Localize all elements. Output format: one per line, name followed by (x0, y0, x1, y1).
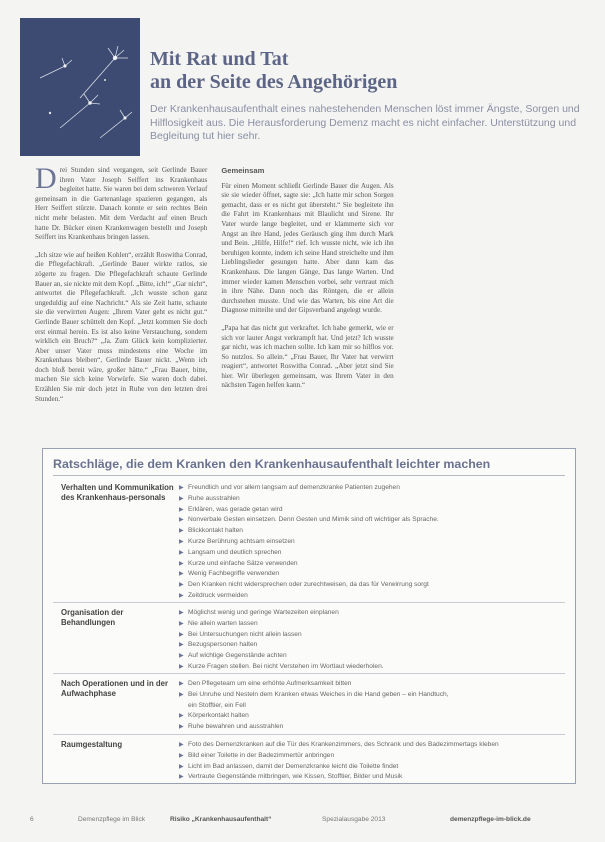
triangle-bullet-icon: ▶ (179, 763, 184, 770)
divider (53, 602, 565, 603)
advice-list (178, 679, 563, 733)
triangle-bullet-icon: ▶ (179, 610, 184, 616)
triangle-bullet-icon: ▶ (179, 663, 184, 670)
section-label: Raumgestaltung (61, 740, 123, 749)
list-item: ▶ Vertraute Gegenstände mitbringen, wie Kissen, Stofftier, Bilder und Musik (178, 772, 563, 783)
body-paragraph: „Papa hat das nicht gut verkraftet. Ich habe gemerkt, wie er sich vor lauter Angst verkrampft hat. Und jetzt? Ich wusste gar nicht, was ich machen sollte. Ich kam mir so hilflos vor. So nutzlos. So allein.“ „Frau Bauer, Ihr Vater hat verwirrt reagiert“, antwortet Roswitha Conrad. „Aber jetzt sind Sie hier. Wir überlegen gemeinsam, was Ihrem Vater in den nächsten Tagen helfen kann.“ (221, 323, 394, 390)
list-item: ▶ Nie allein warten lassen (178, 619, 563, 630)
advice-list (178, 608, 563, 673)
section-label: Verhalten und Kommunikation des Krankenhaus-personals (61, 483, 174, 503)
triangle-bullet-icon: ▶ (179, 681, 184, 687)
list-item: ▶ Kurze Fragen stellen. Bei nicht Verstehen im Wortlaut wiederholen. (178, 662, 563, 673)
triangle-bullet-icon: ▶ (179, 506, 184, 513)
list-item: ▶ Auf wichtige Gegenstände achten (178, 651, 563, 662)
triangle-bullet-icon: ▶ (179, 571, 184, 578)
page-title (150, 48, 580, 94)
triangle-bullet-icon: ▶ (179, 517, 184, 524)
advice-section-aftercare (53, 675, 565, 733)
article-body (35, 166, 580, 421)
list-item: ▶ Bei Untersuchungen nicht allein lassen (178, 630, 563, 641)
subheading: Gemeinsam (221, 166, 265, 175)
triangle-bullet-icon: ▶ (179, 485, 184, 491)
section-label: Organisation der Behandlungen (61, 608, 124, 628)
advice-section-room (53, 736, 565, 782)
list-item: ▶ Bild einer Toilette in der Badezimmertür anbringen (178, 751, 563, 762)
triangle-bullet-icon: ▶ (179, 528, 184, 535)
triangle-bullet-icon: ▶ (179, 724, 184, 731)
list-item: ▶ Wenig Fachbegriffe verwenden (178, 569, 563, 580)
triangle-bullet-icon: ▶ (179, 631, 184, 638)
list-item: ▶ Licht im Bad anlassen, damit der Demenzkranke leicht die Toilette findet (178, 762, 563, 773)
list-item: ▶ Ruhe bewahren und ausstrahlen (178, 722, 563, 733)
divider (53, 734, 565, 735)
list-item: ▶ Ruhe ausstrahlen (178, 494, 563, 505)
list-item: ▶ Kurze Berührung achtsam einsetzen (178, 537, 563, 548)
list-item: ▶ Möglichst wenig und geringe Wartezeiten einplanen (178, 608, 563, 619)
triangle-bullet-icon: ▶ (179, 560, 184, 567)
triangle-bullet-icon: ▶ (179, 774, 184, 781)
triangle-bullet-icon: ▶ (179, 620, 184, 627)
list-item: ▶ Bezugspersonen halten (178, 640, 563, 651)
triangle-bullet-icon: ▶ (179, 592, 184, 599)
section-label: Nach Operationen und in der Aufwachphase (61, 679, 169, 699)
footer-topic: Risiko „Krankenhausaufenthalt“ (170, 816, 272, 823)
list-item: ▶ Nonverbale Gesten einsetzen. Denn Gesten und Mimik sind oft wichtiger als Sprache. (178, 515, 563, 526)
triangle-bullet-icon: ▶ (179, 642, 184, 649)
triangle-bullet-icon: ▶ (179, 549, 184, 556)
advice-section-communication (53, 479, 565, 601)
list-item: ▶ Erklären, was gerade getan wird (178, 505, 563, 516)
list-item: ▶ Bei Unruhe und Nesteln dem Kranken etwas Weiches in die Hand geben – ein Handtuch, (178, 690, 563, 701)
triangle-bullet-icon: ▶ (179, 713, 184, 720)
hero-image-dandelion (20, 18, 140, 156)
divider (53, 475, 565, 476)
page-number: 6 (30, 816, 34, 823)
body-paragraph: Für einen Moment schließt Gerlinde Bauer die Augen. Als sie sie wieder öffnet, sagte sie: „Ich hatte mir schon Sorgen gemacht, dass er es nicht gut übersteht.“ Sie begleitete ihn die Fahrt im Krankenhaus mit Blaulicht und Sirene. Ihr Vater wurde lange begleitet, und er klammerte sich vor Angst an ihre Hand, jedes Geräusch ging ihm durch Mark und Bein. „Hilfe, Hilfe!“ rief. Ich wusste nicht, wie ich ihn beruhigen konnte, indem ich seine Hand streichelte und ihm Lieblingslieder gesungen hatte. Aber dann kam das Krankenhaus. Die langen Gänge, Das lange Warten. Und immer wieder kamen Menschen vorbei, sehr vertraut mich in ihre Nähe. Dann noch das Röntgen, die er allein durchstehen musste. Und wie das Warten, bis eine Art die Diagnose mitteilte und der Gipsverband angelegt wurde. (221, 181, 394, 315)
triangle-bullet-icon: ▶ (179, 653, 184, 660)
advice-list (178, 483, 563, 602)
advice-section-organisation (53, 604, 565, 672)
triangle-bullet-icon: ▶ (179, 582, 184, 589)
triangle-bullet-icon: ▶ (179, 752, 184, 759)
title-line-2: an der Seite des Angehörigen (150, 71, 398, 93)
footer-issue: Spezialausgabe 2013 (322, 816, 386, 823)
divider (53, 673, 565, 674)
triangle-bullet-icon: ▶ (179, 742, 184, 748)
advice-box (42, 448, 576, 784)
body-paragraph: „Ich sitze wie auf heißen Kohlen“, erzählt Roswitha Conrad, die Pflegefachkraft. „Gerlinde Bauer wirkte ratlos, sie zögerte zu fragen. Die Pflegefachkraft schaute Gerlinde Bauer an, sie nickte mit dem Kopf. „Bitte, ich!“ „Gar nicht“, antwortet die Pflegefachkraft. „Ich wusste schon ganz ungeduldig auf eine Nachricht.“ Als sie Zeit hatte, schaute sie die verwirrten Augen: „Ihrem Vater geht es nicht gut.“ Gerlinde Bauer schüttelt den Kopf. „Jetzt kommen Sie doch erst einmal herein. Es ist also keine Verstauchung, sondern wirklich ein Bruch?“ „Ja. Zum Glück kein komplizierter. Aber unser Vater muss mindestens eine Woche im Krankenhaus bleiben“, Gerlinde Bauer nickt. „Wenn ich doch bloß bereit wäre, großer hätte.“ „Frau Bauer, bitte, machen Sie sich keine Vorwürfe. Sie waren doch dabei. Erzählen Sie mir doch jetzt in Ruhe von den letzten drei Stunden.“ (35, 250, 208, 403)
footer-publication: Demenzpflege im Blick (78, 816, 146, 823)
advice-list (178, 740, 563, 783)
list-item: ▶ Foto des Demenzkranken auf die Tür des Krankenzimmers, des Schrank und des Badezimmertags kleben (178, 740, 563, 751)
page-footer (30, 816, 580, 830)
list-item: ▶ Blickkontakt halten (178, 526, 563, 537)
lead-paragraph: Der Krankenhausaufenthalt eines nahestehenden Menschen löst immer Ängste, Sorgen und Hilflosigkeit aus. Die Herausforderung Demenz macht es nicht einfacher. Unterstützung und Begleitung tut hier sehr. (150, 103, 580, 143)
title-line-1: Mit Rat und Tat (150, 48, 289, 70)
list-item: ▶ Langsam und deutlich sprechen (178, 548, 563, 559)
body-paragraph: Drei Stunden sind vergangen, seit Gerlinde Bauer ihren Vater Joseph Seiffert ins Krankenhaus begleitet hatte. Sie waren bei dem schweren Verlauf gemeinsam in die Gartenanlage spazieren gegangen, als Herr Seiffert stürzte. Danach konnte er sein rechtes Bein nicht mehr belasten. Mit dem Verdacht auf einen Bruch hatte Dr. Bücker einen Krankenwagen bestellt und Joseph Seiffert ins Krankenhaus bringen lassen. (35, 166, 208, 242)
footer-website: demenzpflege-im-blick.de (450, 816, 531, 823)
list-item: ein Stofftier, ein Fell (188, 701, 246, 709)
list-item: ▶ Kurze und einfache Sätze verwenden (178, 559, 563, 570)
list-item: ▶ Den Kranken nicht widersprechen oder zurechtweisen, da das für Verwirrung sorgt (178, 580, 563, 591)
triangle-bullet-icon: ▶ (179, 495, 184, 502)
list-item: ▶ Körperkontakt halten (178, 711, 563, 722)
triangle-bullet-icon: ▶ (179, 691, 184, 698)
list-item: ▶ Freundlich und vor allem langsam auf demenzkranke Patienten zugehen (178, 483, 563, 494)
triangle-bullet-icon: ▶ (179, 538, 184, 545)
list-item: ▶ Zeitdruck vermeiden (178, 591, 563, 602)
list-item: ▶ Den Pflegeteam um eine erhöhte Aufmerksamkeit bitten (178, 679, 563, 690)
advice-box-title: Ratschläge, die dem Kranken den Krankenhausaufenthalt leichter machen (53, 457, 491, 471)
dropcap: D (35, 166, 57, 195)
dandelion-seeds-image (20, 18, 140, 156)
